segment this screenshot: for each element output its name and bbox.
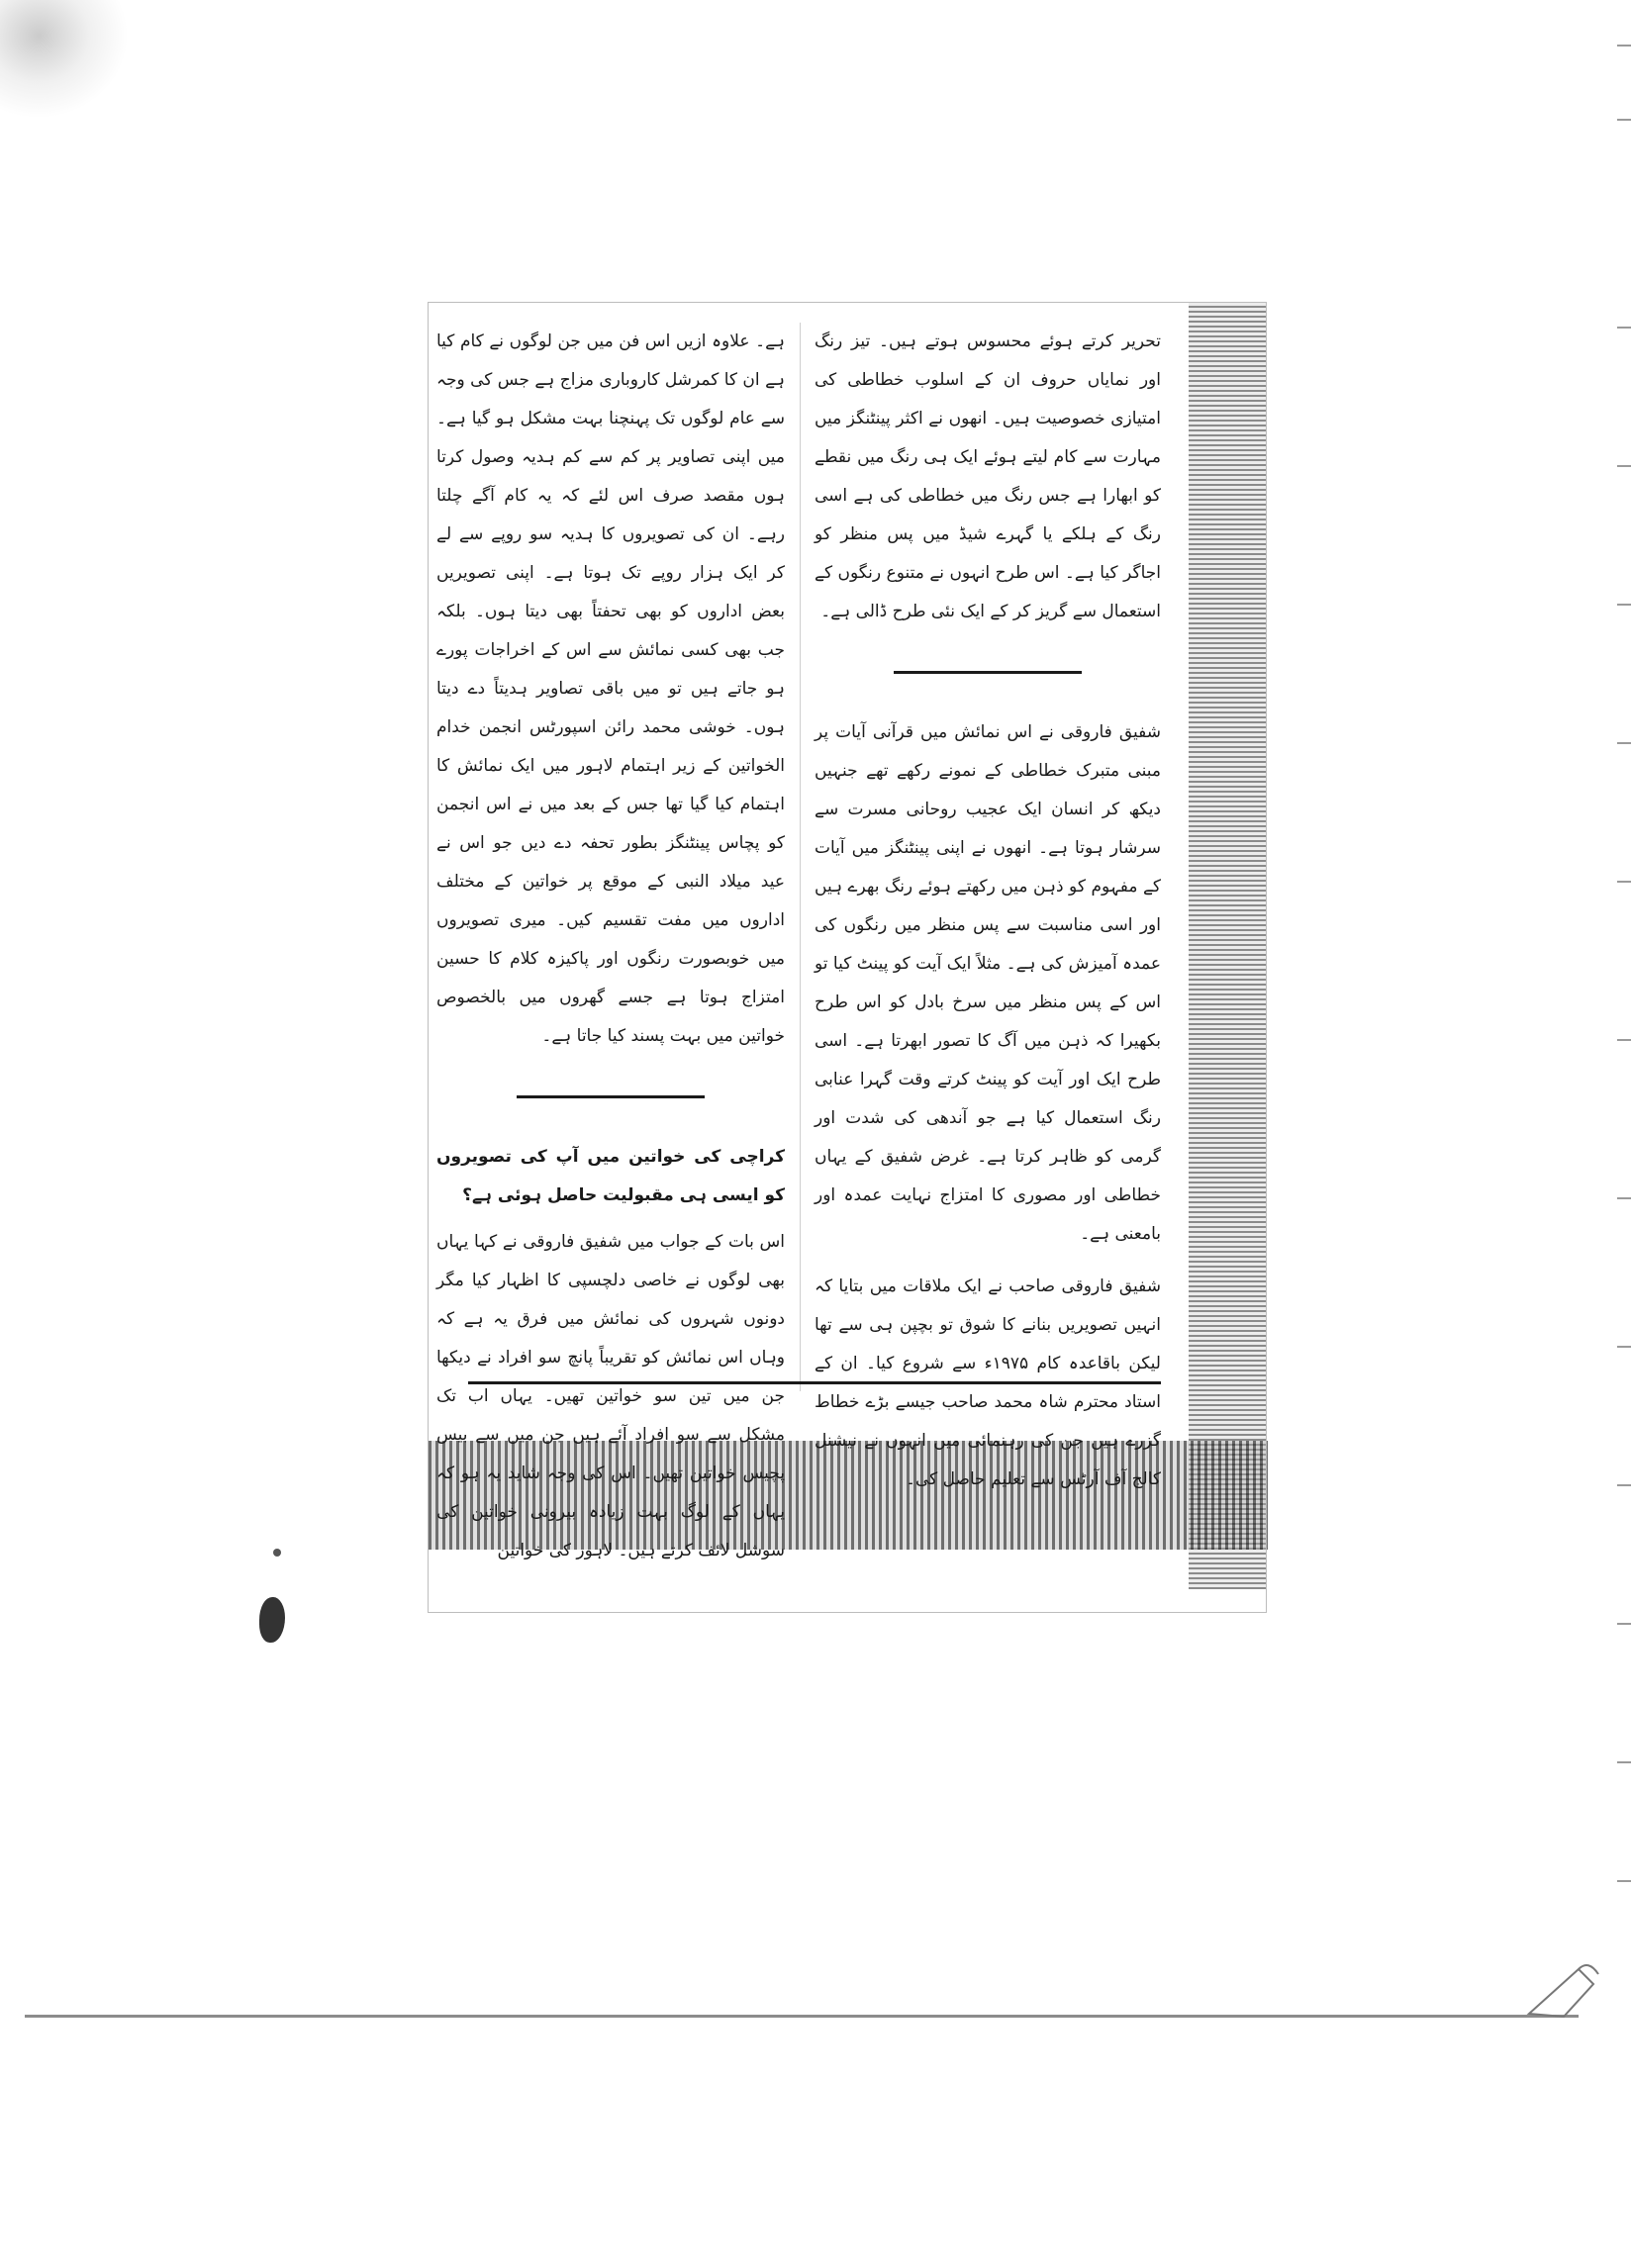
column-separator xyxy=(800,323,801,1391)
edge-tick xyxy=(1617,1484,1631,1486)
article-right-column xyxy=(815,323,1161,1513)
corner-smudge xyxy=(0,0,129,119)
edge-tick xyxy=(1617,465,1631,467)
page-bottom-edge xyxy=(25,2015,1579,2018)
article-paragraph: شفیق فاروقی نے اس نمائش میں قرآنی آیات پر مبنی متبرک خطاطی کے نمونے رکھے تھے جنہیں دیکھ کر انسان ایک عجیب روحانی مسرت سے سرشار ہوتا ہے۔ انھوں نے اپنی پینٹنگز میں آیات کے مفہوم کو ذہن میں رکھتے ہوئے رنگ بھرے ہیں اور اسی مناسبت سے پس منظر میں رنگوں کی عمدہ آمیزش کی ہے۔ مثلاً ایک آیت کو پینٹ کیا تو اس کے پس منظر میں سرخ بادل کو اس طرح بکھیرا کہ ذہن میں آگ کا تصور ابھرتا ہے۔ اسی طرح ایک اور آیت کو پینٹ کرتے وقت گہرا عنابی رنگ استعمال کیا ہے جو آندھی کی شدت اور گرمی کو ظاہر کرتا ہے۔ غرض شفیق کے یہاں خطاطی اور مصوری کا امتزاج نہایت عمدہ اور بامعنی ہے۔ xyxy=(815,722,1161,1244)
article-paragraph: اس بات کے جواب میں شفیق فاروقی نے کہا یہاں بھی لوگوں نے خاصی دلچسپی کا اظہار کیا مگر دونوں شہروں کی نمائش میں فرق یہ ہے کہ وہاں اس نمائش کو تقریباً پانچ سو افراد نے دیکھا جن میں تین سو خواتین تھیں۔ یہاں اب تک مشکل سے سو افراد آئے ہیں جن میں سے بیس پچیس خواتین تھیں۔ اس کی وجہ شاید یہ ہو کہ یہاں کے لوگ بہت زیادہ بیرونی خواتین کی سوشل لائف کرتے ہیں۔ لاہور کی خواتین xyxy=(436,1232,785,1560)
interview-question: کراچی کی خواتین میں آپ کی تصویروں کو ایسی ہی مقبولیت حاصل ہوئی ہے؟ xyxy=(436,1147,785,1205)
ink-blot xyxy=(259,1597,285,1643)
folded-corner-icon xyxy=(1524,1939,1603,2019)
edge-tick xyxy=(1617,604,1631,606)
ink-dot xyxy=(273,1549,281,1557)
article-paragraph: شفیق فاروقی صاحب نے ایک ملاقات میں بتایا کہ انہیں تصویریں بنانے کا شوق تو بچپن ہی سے تھا لیکن باقاعدہ کام ۱۹۷۵ء سے شروع کیا۔ ان کے استاد محترم شاہ محمد صاحب جیسے بڑے خطاط گزرے ہیں جن کی رہنمائی میں انہوں نے نیشنل کالج آف آرٹس سے تعلیم حاصل کی۔ xyxy=(815,1276,1161,1489)
edge-tick xyxy=(1617,1197,1631,1199)
edge-tick xyxy=(1617,742,1631,744)
edge-tick xyxy=(1617,1880,1631,1882)
article-end-rule xyxy=(468,1381,1161,1384)
article-left-column xyxy=(436,323,785,1584)
edge-tick xyxy=(1617,119,1631,121)
section-divider xyxy=(894,671,1082,674)
section-divider xyxy=(517,1095,705,1098)
edge-tick xyxy=(1617,45,1631,47)
edge-tick xyxy=(1617,1346,1631,1348)
edge-tick xyxy=(1617,1623,1631,1625)
article-paragraph: تحریر کرتے ہوئے محسوس ہوتے ہیں۔ تیز رنگ اور نمایاں حروف ان کے اسلوب خطاطی کی امتیازی خصوصیت ہیں۔ انھوں نے اکثر پینٹنگز میں مہارت سے کام لیتے ہوئے ایک ہی رنگ میں نقطے کو ابھارا ہے جس رنگ میں خطاطی کی ہے اسی رنگ کے ہلکے یا گہرے شیڈ میں پس منظر کو اجاگر کیا ہے۔ اس طرح انہوں نے متنوع رنگوں کے استعمال سے گریز کر کے ایک نئی طرح ڈالی ہے۔ xyxy=(815,331,1161,621)
edge-tick xyxy=(1617,327,1631,329)
scan-artifact-right xyxy=(1189,303,1266,1589)
article-paragraph: ہے۔ علاوہ ازیں اس فن میں جن لوگوں نے کام کیا ہے ان کا کمرشل کاروباری مزاج ہے جس کی وجہ سے عام لوگوں تک پہنچنا بہت مشکل ہو گیا ہے۔ میں اپنی تصاویر پر کم سے کم ہدیہ وصول کرتا ہوں مقصد صرف اس لئے کہ یہ کام آگے چلتا رہے۔ ان کی تصویروں کا ہدیہ سو روپے سے لے کر ایک ہزار روپے تک ہوتا ہے۔ اپنی تصویریں بعض اداروں کو بھی تحفتاً بھی دیتا ہوں۔ بلکہ جب بھی کسی نمائش سے اس کے اخراجات پورے ہو جاتے ہیں تو میں باقی تصاویر ہدیتاً دے دیتا ہوں۔ خوشی محمد رائن اسپورٹس انجمن خدام الخواتین کے زیر اہتمام لاہور میں ایک نمائش کا اہتمام کیا گیا تھا جس کے بعد میں نے اس انجمن کو پچاس پینٹنگز بطور تحفہ دے دیں جو اس نے عید میلاد النبی کے موقع پر خواتین کے مختلف اداروں میں مفت تقسیم کیں۔ میری تصویروں میں خوبصورت رنگوں اور پاکیزہ کلام کا حسین امتزاج ہوتا ہے جسے گھروں میں بالخصوص خواتین میں بہت پسند کیا جاتا ہے۔ xyxy=(436,331,785,1046)
newspaper-clipping xyxy=(428,302,1267,1613)
edge-tick xyxy=(1617,1761,1631,1763)
edge-tick xyxy=(1617,881,1631,883)
edge-tick xyxy=(1617,1039,1631,1041)
page-edge-marks xyxy=(1611,0,1631,2268)
